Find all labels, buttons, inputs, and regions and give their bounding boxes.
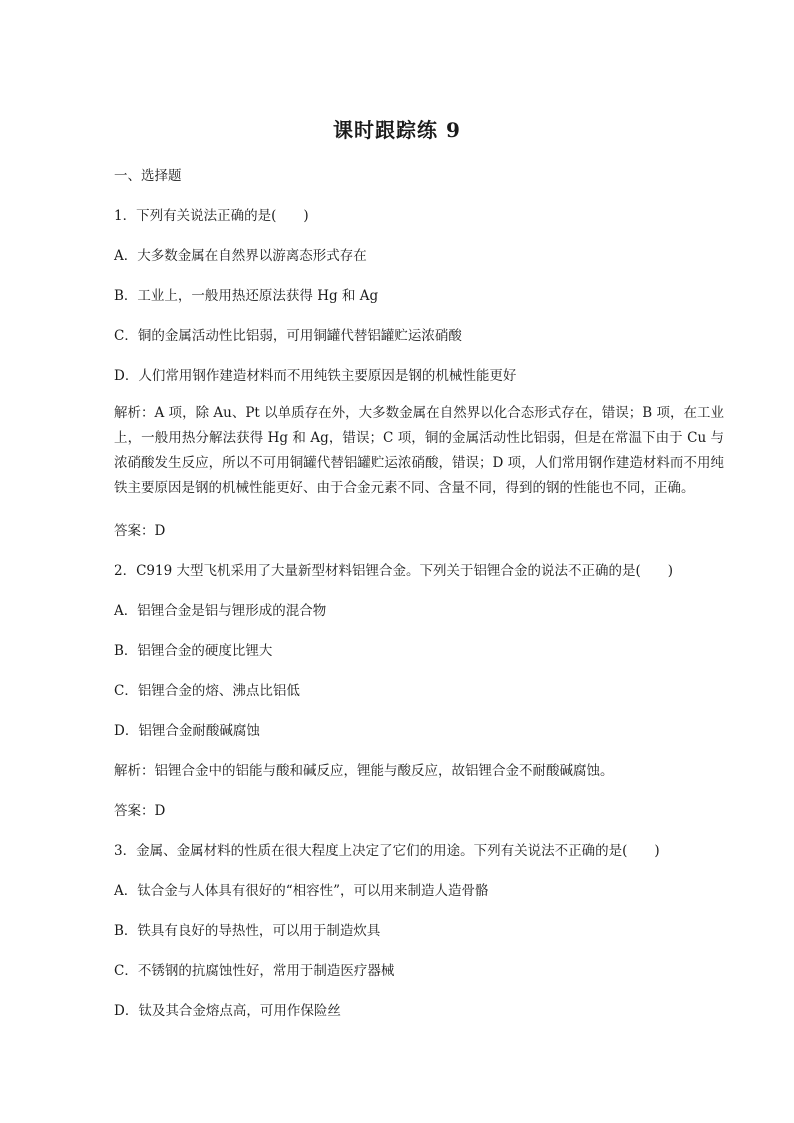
- question-1-option-c: C．铜的金属活动性比铝弱，可用铜罐代替铝罐贮运浓硝酸: [114, 328, 462, 344]
- question-3-option-a: A．钛合金与人体具有很好的“相容性”，可以用来制造人造骨骼: [114, 883, 489, 899]
- question-1-option-a: A．大多数金属在自然界以游离态形式存在: [114, 248, 367, 264]
- question-2-stem: 2．C919 大型飞机采用了大量新型材料铝锂合金。下列关于铝锂合金的说法不正确的是( ): [114, 563, 674, 579]
- question-1-stem: 1．下列有关说法正确的是( ): [114, 208, 309, 224]
- document-body: [114, 166, 724, 1021]
- question-3-option-c: C．不锈钢的抗腐蚀性好，常用于制造医疗器械: [114, 963, 395, 979]
- question-3-stem: 3．金属、金属材料的性质在很大程度上决定了它们的用途。下列有关说法不正确的是( ): [114, 843, 660, 859]
- question-2-option-a: A．铝锂合金是铝与锂形成的混合物: [114, 603, 327, 619]
- question-2-option-b: B．铝锂合金的硬度比锂大: [114, 643, 273, 659]
- question-2-analysis: 解析：铝锂合金中的铝能与酸和碱反应，锂能与酸反应，故铝锂合金不耐酸碱腐蚀。: [114, 763, 614, 779]
- question-3-option-d: D．钛及其合金熔点高，可用作保险丝: [114, 1003, 341, 1019]
- question-1-answer: 答案：D: [114, 523, 166, 539]
- section-heading: 一、选择题: [114, 168, 182, 184]
- question-1-option-d: D．人们常用钢作建造材料而不用纯铁主要原因是钢的机械性能更好: [114, 368, 517, 384]
- question-3-option-b: B．铁具有良好的导热性，可以用于制造炊具: [114, 923, 381, 939]
- page-title: 课时跟踪练 9: [333, 118, 461, 142]
- question-2-answer: 答案：D: [114, 803, 166, 819]
- question-1-analysis: 解析：A 项，除 Au、Pt 以单质存在外，大多数金属在自然界以化合态形式存在，错误；B 项，在工业上，一般用热分解法获得 Hg 和 Ag，错误；C 项，铜的金属活动性比铝弱，但是在常温下由于 Cu 与浓硝酸发生反应，所以不可用铜罐代替铝罐贮运浓硝酸，错误；D 项，人们常用钢作建造材料而不用纯铁主要原因是钢的机械性能更好、由于合金元素不同、含量不同，得到的钢的性能也不同，正确。: [114, 405, 724, 496]
- question-2-option-c: C．铝锂合金的熔、沸点比铝低: [114, 683, 300, 699]
- question-2-option-d: D．铝锂合金耐酸碱腐蚀: [114, 723, 260, 739]
- question-1-option-b: B．工业上，一般用热还原法获得 Hg 和 Ag: [114, 288, 379, 304]
